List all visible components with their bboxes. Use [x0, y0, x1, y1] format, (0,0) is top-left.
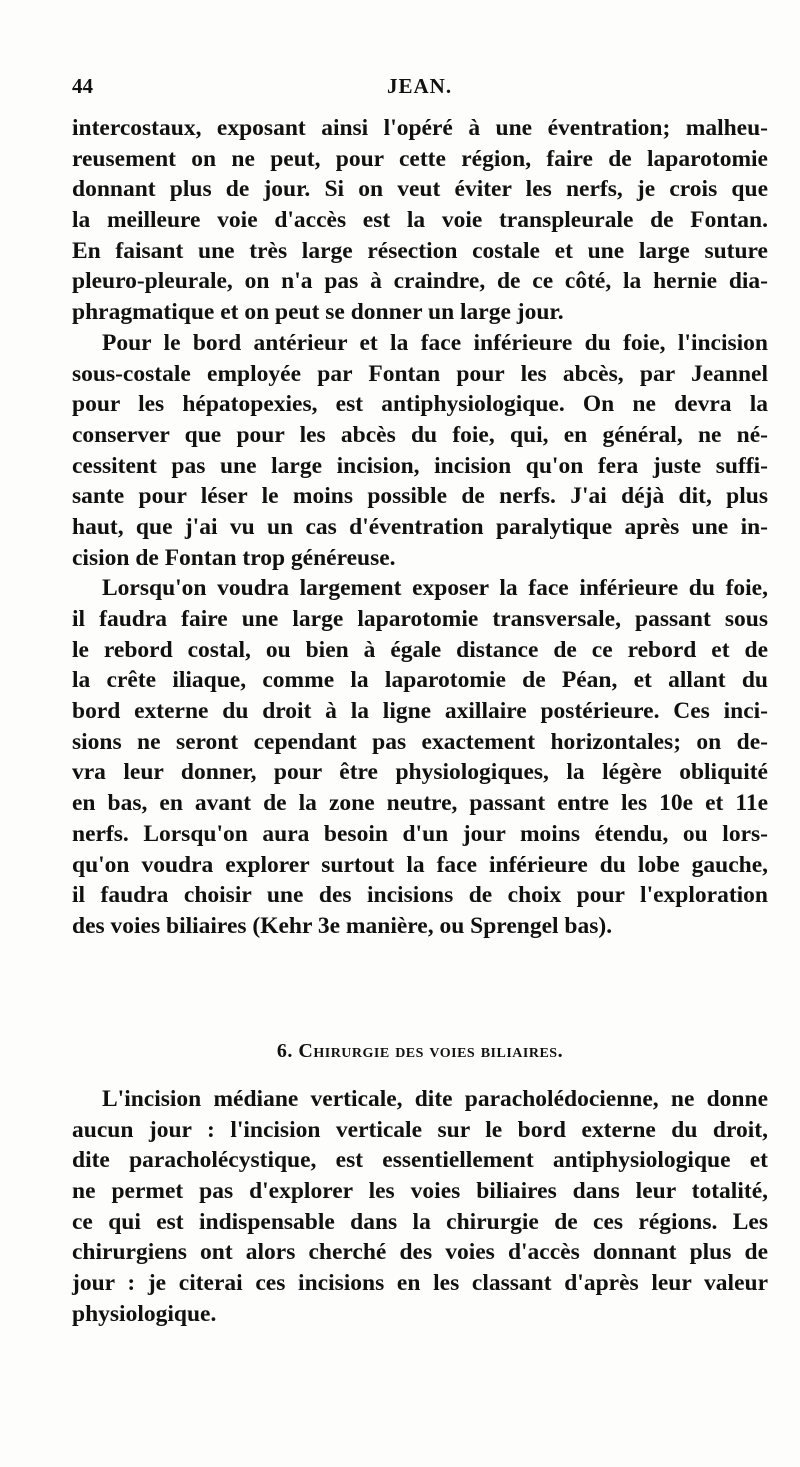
text-line: il faudra choisir une des incisions de choix pour l'exploration [72, 882, 768, 909]
text-line: reusement on ne peut, pour cette région, faire de laparotomie [72, 145, 768, 172]
text-line: il faudra faire une large laparotomie transversale, passant sous [72, 606, 768, 632]
paragraph [72, 328, 768, 574]
text-line: des voies biliaires (Kehr 3e manière, ou Sprengel bas). [72, 912, 613, 939]
section-number: 6. [276, 1040, 293, 1062]
text-line: sions ne seront cependant pas exactement horizontales; on de- [72, 728, 768, 755]
text-line: nerfs. Lorsqu'on aura besoin d'un jour moins étendu, ou lors- [72, 820, 768, 847]
page-header [72, 74, 760, 98]
text-line: la crête iliaque, comme la laparotomie de Péan, et allant du [72, 667, 768, 694]
body-text-part-1 [72, 113, 768, 942]
paragraph [72, 573, 768, 941]
text-line: jour : je citerai ces incisions en les classant d'après leur valeur [72, 1270, 768, 1297]
text-line: cision de Fontan trop généreuse. [72, 544, 396, 571]
text-line: chirurgiens ont alors cherché des voies d'accès donnant plus de [72, 1239, 768, 1266]
page-number: 44 [72, 74, 93, 98]
text-line: pour les hépatopexies, est antiphysiologique. On ne devra la [72, 391, 768, 418]
running-head: JEAN. [387, 74, 453, 98]
text-line: sante pour léser le moins possible de nerfs. J'ai déjà dit, plus [72, 483, 768, 510]
text-line: cessitent pas une large incision, incision qu'on fera juste suffi- [72, 452, 768, 479]
text-line: le rebord costal, ou bien à égale distance de ce rebord et de [72, 636, 768, 663]
section-heading [72, 1040, 768, 1063]
text-line: pleuro-pleurale, on n'a pas à craindre, de ce côté, la hernie dia- [72, 268, 768, 295]
text-line: qu'on voudra explorer surtout la face inférieure du lobe gauche, [72, 851, 768, 878]
body-text-part-2 [72, 1084, 768, 1330]
text-line: Lorsqu'on voudra largement exposer la face inférieure du foie, [102, 575, 768, 602]
text-line: phragmatique et on peut se donner un large jour. [72, 299, 564, 326]
text-line: En faisant une très large résection costale et une large suture [72, 237, 768, 264]
text-line: dite paracholécystique, est essentiellement antiphysiologique et [72, 1147, 768, 1174]
text-line: Pour le bord antérieur et la face inférieure du foie, l'incision [102, 329, 768, 356]
section-title: Chirurgie des voies biliaires. [298, 1040, 564, 1062]
text-line: la meilleure voie d'accès est la voie transpleurale de Fontan. [72, 207, 768, 234]
text-line: sous-costale employée par Fontan pour les abcès, par Jeannel [72, 360, 768, 387]
text-line: aucun jour : l'incision verticale sur le bord externe du droit, [72, 1116, 768, 1143]
text-line: L'incision médiane verticale, dite paracholédocienne, ne donne [102, 1086, 768, 1112]
text-line: donnant plus de jour. Si on veut éviter les nerfs, je crois que [72, 176, 768, 203]
text-line: conserver que pour les abcès du foie, qui, en général, ne né- [72, 421, 768, 448]
paragraph [72, 1084, 768, 1330]
text-line: vra leur donner, pour être physiologiques, la légère obliquité [72, 759, 768, 786]
text-line: physiologique. [72, 1300, 217, 1327]
text-line: intercostaux, exposant ainsi l'opéré à une éventration; malheu- [72, 115, 768, 141]
text-line: ce qui est indispensable dans la chirurgie de ces régions. Les [72, 1208, 768, 1235]
text-line: ne permet pas d'explorer les voies biliaires dans leur totalité, [72, 1178, 768, 1205]
text-line: haut, que j'ai vu un cas d'éventration paralytique après une in- [72, 513, 768, 540]
paragraph [72, 113, 768, 328]
text-line: en bas, en avant de la zone neutre, passant entre les 10e et 11e [72, 790, 768, 817]
text-line: bord externe du droit à la ligne axillaire postérieure. Ces inci- [72, 698, 768, 725]
